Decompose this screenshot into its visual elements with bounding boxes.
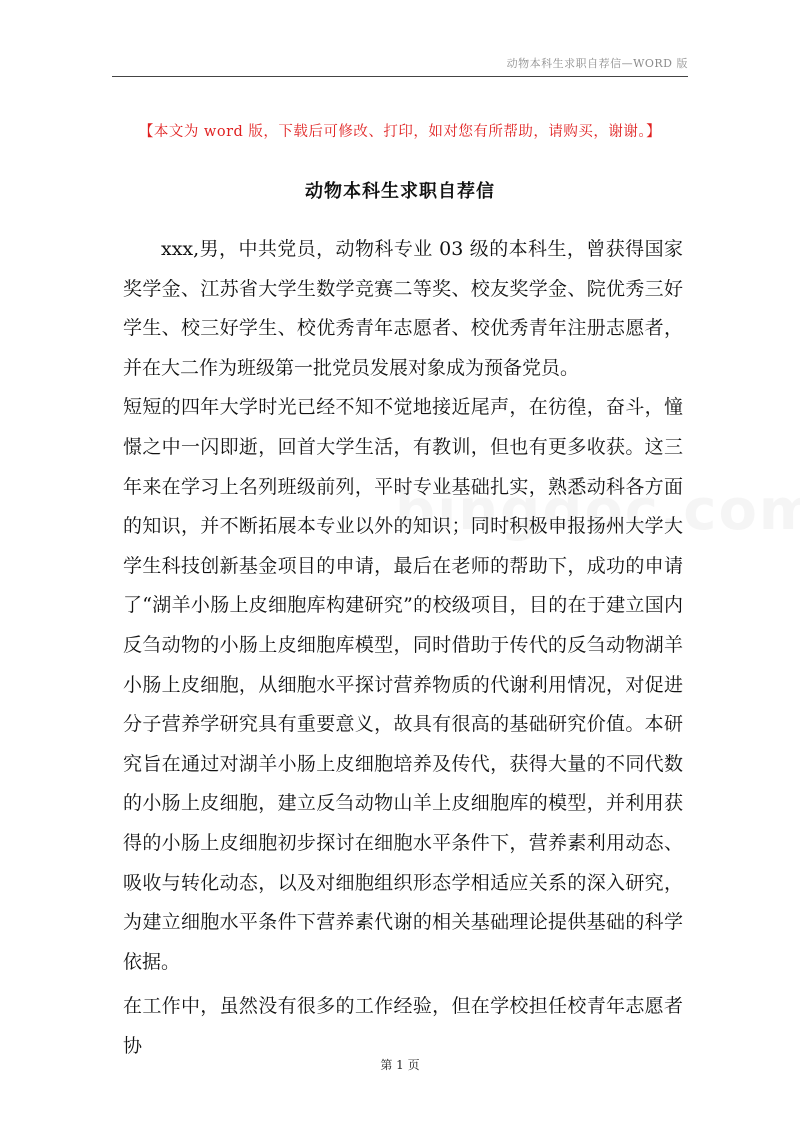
header-divider [112,76,688,77]
paragraph-intro: xxx,男，中共党员，动物科专业 03 级的本科生，曾获得国家奖学金、江苏省大学生数学竞赛二等奖、校友奖学金、院优秀三好学生、校三好学生、校优秀青年志愿者、校优秀青年注册志愿者，并在大二作为班级第一批党员发展对象成为预备党员。 [123,238,683,379]
page-number: 第 1 页 [380,1058,420,1072]
running-header: 动物本科生求职自荐信—WORD 版 [506,57,688,70]
document-body [123,230,683,1066]
paragraph-work: 在工作中，虽然没有很多的工作经验，但在学校担任校青年志愿者协 [123,995,683,1057]
document-title: 动物本科生求职自荐信 [305,181,495,202]
paragraph-study: 短短的四年大学时光已经不知不觉地接近尾声，在彷徨，奋斗，憧憬之中一闪即逝，回首大学生活，有教训，但也有更多收获。这三年来在学习上名列班级前列，平时专业基础扎实，熟悉动科各方面的知识，并不断拓展本专业以外的知识；同时积极申报扬州大学大学生科技创新基金项目的申请，最后在老师的帮助下，成功的申请了“湖羊小肠上皮细胞库构建研究”的校级项目，目的在于建立国内反刍动物的小肠上皮细胞库模型，同时借助于传代的反刍动物湖羊小肠上皮细胞，从细胞水平探讨营养物质的代谢利用情况，对促进分子营养学研究具有重要意义，故具有很高的基础研究价值。本研究旨在通过对湖羊小肠上皮细胞培养及传代，获得大量的不同代数的小肠上皮细胞，建立反刍动物山羊上皮细胞库的模型，并利用获得的小肠上皮细胞初步探讨在细胞水平条件下，营养素利用动态、吸收与转化动态，以及对细胞组织形态学相适应关系的深入研究，为建立细胞水平条件下营养素代谢的相关基础理论提供基础的科学依据。 [123,396,683,973]
download-notice: 【本文为 word 版，下载后可修改、打印，如对您有所帮助，请购买，谢谢。】 [138,124,662,140]
